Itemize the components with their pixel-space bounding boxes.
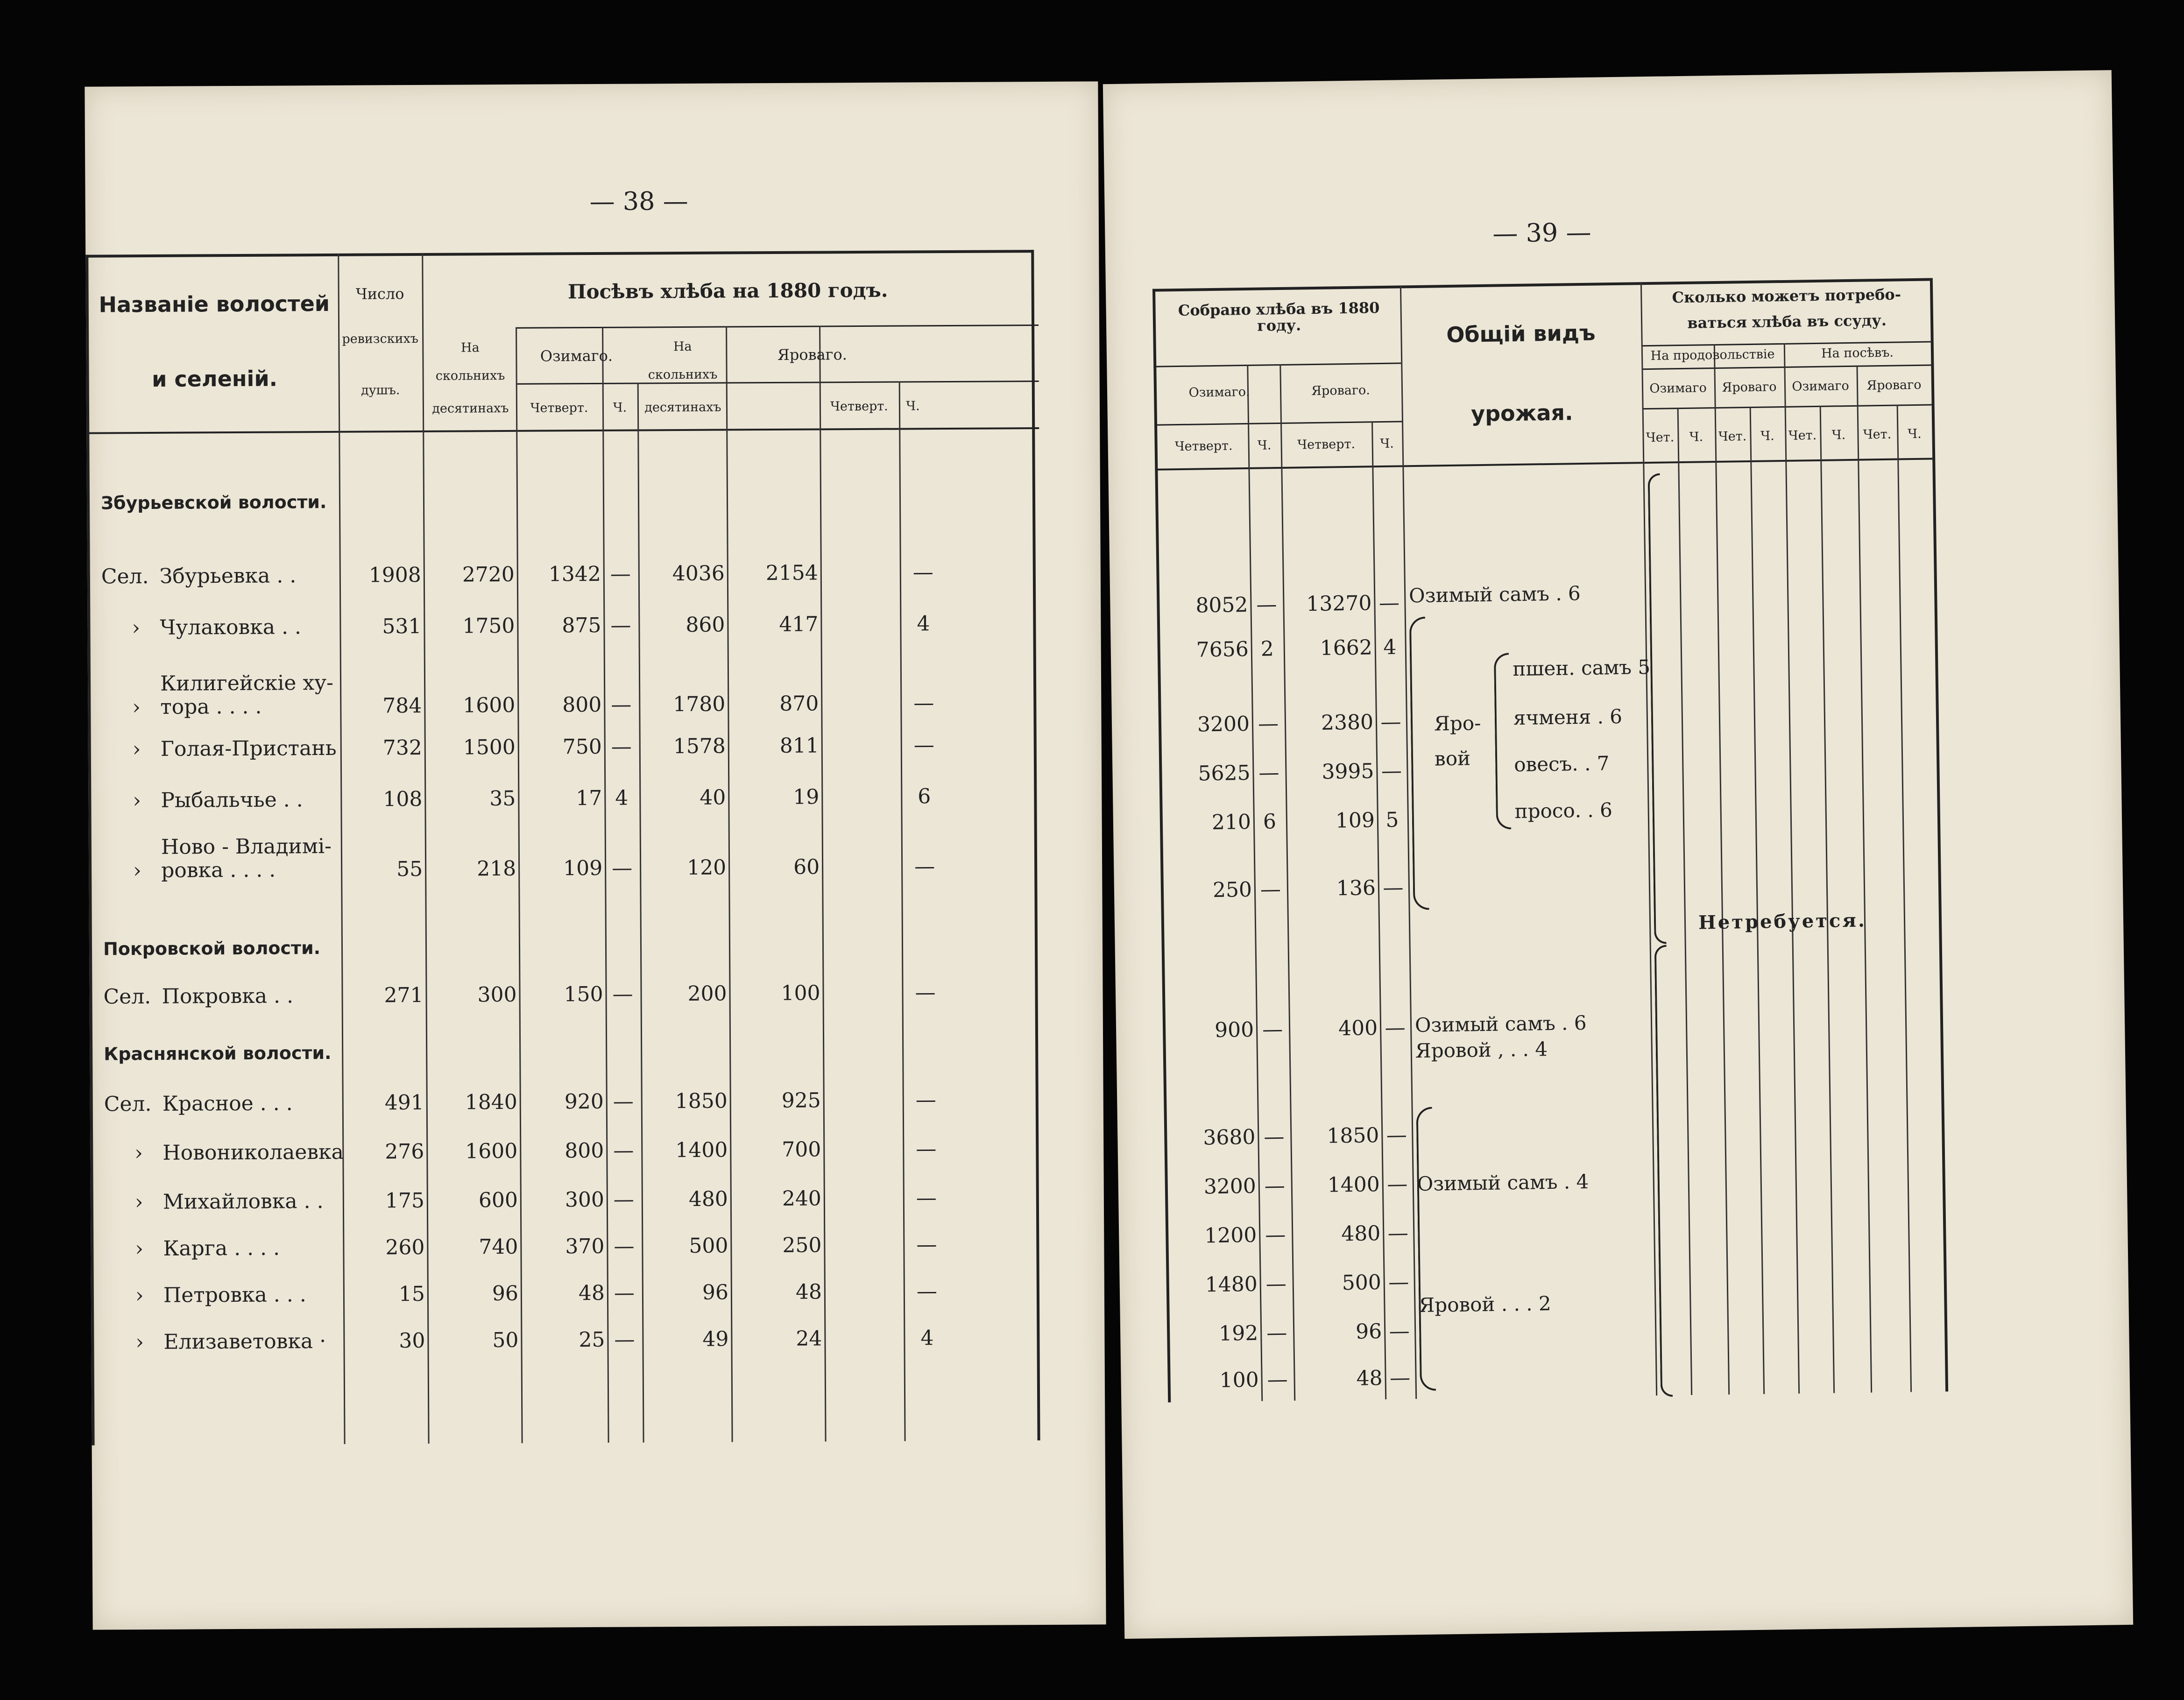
cell-sq: 1850 [1327, 1123, 1379, 1148]
table-row [1119, 1214, 1418, 1256]
harvest-oats: овесъ. . 7 [1513, 752, 1610, 776]
header-food-w: Озимаго [1649, 381, 1707, 396]
header-ch: Ч. [1689, 430, 1703, 444]
cell-dw: 1840 [465, 1090, 517, 1115]
header-sow-s: Яроваго [1866, 377, 1922, 393]
row-prefix: › [135, 1284, 144, 1308]
cell-wq: 800 [565, 1138, 604, 1163]
header-spring: Яроваго. [777, 346, 847, 364]
cell-sq: 60 [793, 855, 820, 879]
brace [1654, 945, 1673, 1397]
village-name: Чулаковка . . [160, 615, 302, 640]
table-row [1116, 1009, 1415, 1051]
header-mid-rule [516, 324, 1039, 329]
page-number: — 38 — [589, 186, 688, 217]
header-s-chetv: Четверт. [830, 399, 888, 414]
header-mid-rule [1153, 362, 1401, 367]
cell-wq: 7656 [1196, 637, 1249, 662]
harvest-winter-2: Озимый самъ . 6 [1414, 1011, 1587, 1037]
village-name: Новониколаевка [163, 1140, 344, 1165]
cell-dw: 50 [492, 1328, 519, 1353]
cell-sc: — [1383, 875, 1404, 900]
cell-sq: 136 [1336, 876, 1376, 901]
cell-sc: — [1386, 1172, 1408, 1196]
header-desyat-s-3: десятинахъ [644, 400, 721, 415]
cell-wc: — [1256, 593, 1277, 617]
cell-wq: 875 [562, 613, 601, 638]
table-row [91, 1226, 1039, 1268]
cell-sc: — [913, 691, 934, 715]
harvest-barley: ячменя . 6 [1513, 705, 1623, 730]
header-s-ch: Ч. [906, 399, 920, 414]
cell-ds: 500 [689, 1234, 728, 1258]
cell-souls: 1908 [368, 563, 421, 587]
cell-wq: 25 [579, 1327, 605, 1352]
table-row [89, 834, 1037, 890]
section-title: Краснянской волости. [104, 1042, 332, 1065]
row-prefix: › [134, 1190, 143, 1214]
cell-ds: 96 [702, 1280, 729, 1305]
left-page [85, 81, 1106, 1629]
col-divider [1750, 407, 1765, 1394]
col-divider [1371, 421, 1386, 1399]
row-prefix: › [133, 859, 141, 883]
cell-wq: 1200 [1204, 1223, 1257, 1248]
cell-souls: 732 [382, 735, 422, 760]
village-name: Петровка . . . [163, 1283, 306, 1307]
brace [1648, 473, 1667, 944]
cell-wq: 48 [578, 1281, 605, 1305]
cell-sq: 19 [793, 785, 820, 809]
cell-dw: 1600 [463, 693, 516, 718]
village-name-cont: ровка . . . . [161, 858, 276, 882]
col-divider [1714, 344, 1730, 1395]
village-name-cont: тора . . . . [160, 694, 262, 719]
cell-dw: 1750 [462, 614, 515, 638]
cell-wc: — [1264, 1125, 1285, 1149]
col-divider [1856, 366, 1872, 1393]
table-row [1120, 1312, 1420, 1354]
cell-sq: 417 [779, 612, 819, 636]
cell-wc: — [1264, 1174, 1286, 1198]
col-divider [1897, 405, 1912, 1392]
header-chet: Чет. [1718, 429, 1747, 444]
table-row [91, 1272, 1039, 1315]
cell-sc: — [1381, 759, 1402, 783]
header-bottom-rule [1155, 458, 1932, 471]
cell-wc: — [1267, 1367, 1288, 1392]
cell-sc: — [916, 1137, 937, 1161]
cell-wc: — [614, 1234, 635, 1258]
cell-sc: 6 [918, 784, 931, 809]
cell-sq: 13270 [1306, 591, 1372, 616]
cell-sq: 109 [1335, 808, 1375, 833]
cell-wc: — [613, 1187, 634, 1212]
header-desyat-s-2: скольнихъ [648, 367, 718, 382]
row-prefix: › [135, 1237, 144, 1261]
cell-wc: — [1265, 1223, 1286, 1247]
header-low-rule [516, 381, 1039, 385]
header-souls-line2: ревизскихъ [342, 331, 419, 346]
cell-wc: — [614, 1281, 635, 1305]
cell-souls: 531 [382, 614, 422, 639]
header-w-chetv: Четверт. [1174, 438, 1233, 454]
cell-wq: 920 [564, 1089, 604, 1114]
table-row [1112, 752, 1412, 794]
header-ch: Ч. [1760, 429, 1774, 444]
cell-wq: 3200 [1203, 1174, 1257, 1199]
header-bottom-rule [86, 427, 1039, 434]
cell-dw: 740 [479, 1234, 518, 1259]
header-desyat-w-2: скольнихъ [435, 368, 505, 383]
cell-sq: 3995 [1322, 759, 1374, 784]
cell-wq: 250 [1212, 877, 1252, 903]
cell-souls: 175 [385, 1188, 424, 1213]
cell-sq: 480 [1341, 1221, 1381, 1246]
header-collected: Собрано хлѣба въ 1880 году. [1178, 299, 1380, 335]
cell-wc: — [614, 1327, 635, 1352]
cell-souls: 108 [383, 787, 423, 811]
header-desyat-w-3: десятинахъ [432, 401, 509, 416]
cell-sc: — [1380, 710, 1401, 734]
header-desyat-s-1: На [673, 339, 692, 354]
row-prefix: Сел. [101, 564, 149, 589]
cell-sq: 240 [782, 1186, 821, 1211]
row-prefix: › [132, 695, 141, 720]
cell-dw: 300 [477, 982, 517, 1007]
cell-sc: 4 [920, 1326, 934, 1350]
header-winter: Озимаго. [1188, 384, 1250, 400]
cell-dw: 96 [492, 1281, 519, 1306]
row-prefix: › [132, 737, 141, 762]
table-row [1119, 1263, 1419, 1305]
cell-wc: — [610, 613, 631, 637]
header-chet: Чет. [1646, 430, 1675, 445]
header-ch: Ч. [1831, 428, 1846, 443]
cell-sc: 4 [917, 612, 930, 636]
table-row [1110, 628, 1410, 670]
cell-souls: 491 [384, 1090, 424, 1115]
cell-ds: 200 [687, 981, 727, 1006]
cell-sq: 400 [1338, 1016, 1378, 1041]
cell-sc: 4 [1383, 635, 1397, 659]
cell-sq: 870 [779, 691, 819, 716]
cell-souls: 30 [399, 1328, 425, 1353]
cell-wq: 192 [1218, 1321, 1258, 1346]
row-prefix: › [135, 1330, 144, 1354]
harvest-millet: просо. . 6 [1514, 798, 1613, 823]
cell-sc: — [916, 1186, 937, 1210]
header-souls-line1: Число [355, 285, 404, 303]
cell-ds: 40 [700, 785, 726, 810]
village-name: Михайловка . . [163, 1189, 324, 1214]
harvest-spring-a: Яро- [1434, 712, 1481, 735]
header-name-line2: и селеній. [152, 366, 278, 392]
col-divider [1677, 408, 1693, 1395]
cell-wq: 300 [565, 1187, 604, 1212]
table-top-rule [85, 250, 1033, 258]
cell-souls: 271 [384, 983, 424, 1008]
cell-dw: 35 [489, 786, 516, 811]
cell-souls: 15 [398, 1282, 425, 1306]
sowing-table [85, 81, 1106, 1629]
harvest-spring-b: вой [1434, 747, 1471, 770]
cell-wc: — [610, 562, 631, 586]
cell-wq: 900 [1214, 1017, 1254, 1043]
cell-sq: 500 [1342, 1270, 1382, 1295]
cell-sc: — [1389, 1366, 1411, 1390]
need-low-rule [1641, 365, 1931, 370]
cell-wq: 1342 [548, 562, 601, 586]
cell-wq: 150 [564, 982, 603, 1007]
header-general-2: урожая. [1470, 400, 1573, 427]
cell-souls: 55 [396, 857, 423, 882]
col-divider [1820, 406, 1835, 1393]
village-name: Килигейскіе ху- [160, 670, 334, 696]
cell-wq: 800 [562, 692, 602, 717]
cell-sc: — [1385, 1016, 1406, 1040]
brace [1494, 653, 1511, 829]
cell-dw: 2720 [462, 562, 515, 587]
header-need-2: ваться хлѣба въ ссуду. [1687, 311, 1887, 332]
header-spring: Яроваго. [1311, 383, 1371, 399]
cell-wq: 3680 [1203, 1125, 1256, 1150]
header-sowing: На посѣвъ. [1821, 345, 1894, 361]
cell-sq: 925 [781, 1088, 821, 1113]
cell-wq: 5625 [1198, 761, 1251, 786]
row-prefix: Сел. [104, 1092, 152, 1116]
header-s-chetv: Четверт. [1297, 437, 1356, 452]
table-row [1114, 869, 1413, 910]
cell-wc: 4 [615, 786, 629, 810]
cell-sc: — [912, 560, 933, 585]
table-row [90, 1130, 1038, 1172]
need-sub-rule [1642, 404, 1932, 410]
col-divider [1784, 343, 1800, 1394]
table-right-border [1930, 278, 1948, 1391]
village-name: Елизаветовка · [163, 1329, 326, 1354]
header-w-chetv: Четверт. [530, 401, 588, 416]
header-chet: Чет. [1863, 427, 1892, 442]
header-need-1: Сколько можетъ потребо- [1672, 285, 1901, 307]
not-required: Нетребуется. [1698, 909, 1867, 934]
header-ch: Ч. [1908, 426, 1922, 442]
cell-sq: 2154 [765, 561, 818, 585]
cell-sq: 48 [795, 1280, 822, 1304]
village-name: Покровка . . [162, 984, 294, 1009]
cell-wc: — [1258, 712, 1279, 736]
cell-sq: 2380 [1321, 710, 1374, 735]
cell-sc: — [914, 854, 935, 879]
cell-ds: 49 [702, 1327, 729, 1351]
table-row [88, 726, 1036, 769]
table-row [88, 670, 1036, 727]
row-prefix: › [134, 1141, 143, 1165]
table-row [90, 1081, 1038, 1123]
cell-souls: 260 [385, 1235, 425, 1260]
cell-wc: — [612, 982, 633, 1006]
village-name: Красное . . . [162, 1091, 293, 1116]
harvest-winter-1: Озимый самъ . 6 [1408, 582, 1581, 607]
cell-sc: — [915, 1088, 936, 1112]
cell-wc: — [613, 1138, 634, 1163]
cell-wq: 109 [563, 856, 603, 881]
table-row [88, 777, 1036, 820]
cell-dw: 1600 [465, 1139, 518, 1164]
header-w-ch: Ч. [613, 400, 627, 415]
row-prefix: › [133, 789, 141, 813]
cell-wc: — [611, 692, 632, 717]
cell-wq: 17 [576, 786, 602, 811]
cell-sc: — [916, 1233, 937, 1257]
cell-ds: 1400 [675, 1138, 728, 1163]
table-row [1118, 1165, 1417, 1207]
cell-dw: 1500 [463, 735, 516, 760]
cell-sq: 1662 [1320, 635, 1373, 660]
cell-sc: — [1388, 1270, 1409, 1294]
cell-ds: 1850 [675, 1089, 728, 1114]
header-w-ch: Ч. [1257, 438, 1272, 453]
cell-wq: 3200 [1197, 712, 1250, 737]
cell-sq: 1400 [1327, 1172, 1380, 1197]
header-food-s: Яроваго [1722, 380, 1777, 395]
right-page [1103, 70, 2133, 1639]
cell-wq: 370 [565, 1234, 605, 1259]
cell-wq: 750 [562, 734, 602, 759]
cell-sc: — [916, 1279, 938, 1304]
village-name: Збурьевка . . [159, 564, 297, 588]
cell-wc: — [612, 856, 633, 880]
cell-sc: — [1387, 1221, 1409, 1245]
header-sowing: Посѣвъ хлѣба на 1880 годъ. [567, 278, 888, 303]
cell-wc: 2 [1260, 637, 1274, 661]
cell-wc: — [1266, 1320, 1287, 1345]
cell-dw: 600 [478, 1188, 518, 1213]
header-chet: Чет. [1788, 428, 1817, 443]
section-title: Покровской волости. [103, 938, 321, 959]
cell-sc: 5 [1385, 808, 1399, 832]
cell-ds: 4036 [672, 561, 725, 586]
cell-wc: — [1258, 761, 1279, 785]
cell-sc: — [1389, 1319, 1410, 1343]
cell-wc: — [1262, 1017, 1283, 1042]
cell-ds: 1780 [673, 692, 726, 717]
header-general-1: Общій видъ [1446, 320, 1596, 348]
cell-dw: 218 [477, 856, 516, 881]
table-row [91, 1179, 1039, 1221]
table-row [1117, 1116, 1417, 1158]
brace [1409, 617, 1429, 910]
table-row [87, 605, 1035, 647]
village-name: Ново - Владимі- [161, 834, 332, 859]
cell-wq: 8052 [1195, 593, 1248, 618]
section-title: Збурьевской волости. [100, 492, 327, 514]
cell-ds: 120 [687, 855, 727, 880]
header-winter: Озимаго. [540, 346, 613, 365]
cell-sq: 24 [796, 1326, 822, 1351]
table-row [1113, 801, 1412, 843]
harvest-spring-3: Яровой . . . 2 [1419, 1292, 1551, 1317]
cell-ds: 480 [688, 1187, 728, 1211]
harvest-wheat: пшен. самъ 5 [1513, 655, 1651, 681]
cell-sq: 96 [1355, 1319, 1382, 1344]
header-name-line1: Названіе волостей [99, 290, 330, 317]
cell-souls: 784 [382, 693, 422, 718]
village-name: Голая-Пристань [160, 736, 337, 761]
cell-wq: 210 [1211, 810, 1251, 835]
harvest-winter-3: Озимый самъ . 4 [1417, 1170, 1589, 1196]
cell-sc: — [913, 733, 934, 757]
cell-souls: 276 [385, 1139, 424, 1164]
header-s-ch: Ч. [1380, 436, 1394, 451]
cell-wc: 6 [1263, 810, 1277, 834]
row-prefix: Сел. [103, 984, 151, 1009]
header-low-rule [1154, 421, 1402, 425]
header-food: На продовольствіе [1650, 347, 1775, 363]
header-desyat-w-1: На [460, 340, 480, 355]
header-sow-w: Озимаго [1792, 378, 1849, 394]
table-row [89, 973, 1037, 1016]
cell-wc: — [1260, 877, 1281, 902]
header-souls-line3: душъ. [361, 383, 400, 398]
cell-sc: — [1386, 1123, 1407, 1147]
village-name: Карга . . . . [163, 1236, 280, 1261]
cell-sq: 811 [779, 734, 819, 758]
table-row [91, 1319, 1039, 1361]
cell-sc: — [915, 980, 936, 1005]
cell-wc: — [611, 734, 632, 759]
table-row [87, 553, 1035, 596]
table-row [1111, 703, 1411, 745]
table-row [1121, 1359, 1420, 1401]
cell-sq: 250 [782, 1233, 822, 1257]
harvest-spring-2: Яровой , . . 4 [1415, 1037, 1548, 1063]
cell-sq: 100 [781, 981, 820, 1005]
table-row [1110, 584, 1409, 626]
page-number: — 39 — [1492, 217, 1591, 248]
brace [1416, 1107, 1436, 1391]
cell-ds: 1578 [673, 734, 726, 759]
cell-sc: — [1378, 591, 1400, 615]
cell-sq: 700 [782, 1137, 821, 1162]
cell-wq: 100 [1219, 1368, 1259, 1393]
cell-sq: 48 [1356, 1366, 1383, 1390]
row-prefix: › [132, 616, 141, 640]
cell-wc: — [613, 1089, 634, 1114]
cell-wq: 1480 [1205, 1272, 1258, 1297]
harvest-table [1103, 70, 2133, 1639]
village-name: Рыбальчье . . [161, 788, 303, 812]
cell-wc: — [1265, 1272, 1287, 1296]
cell-ds: 860 [686, 613, 725, 637]
